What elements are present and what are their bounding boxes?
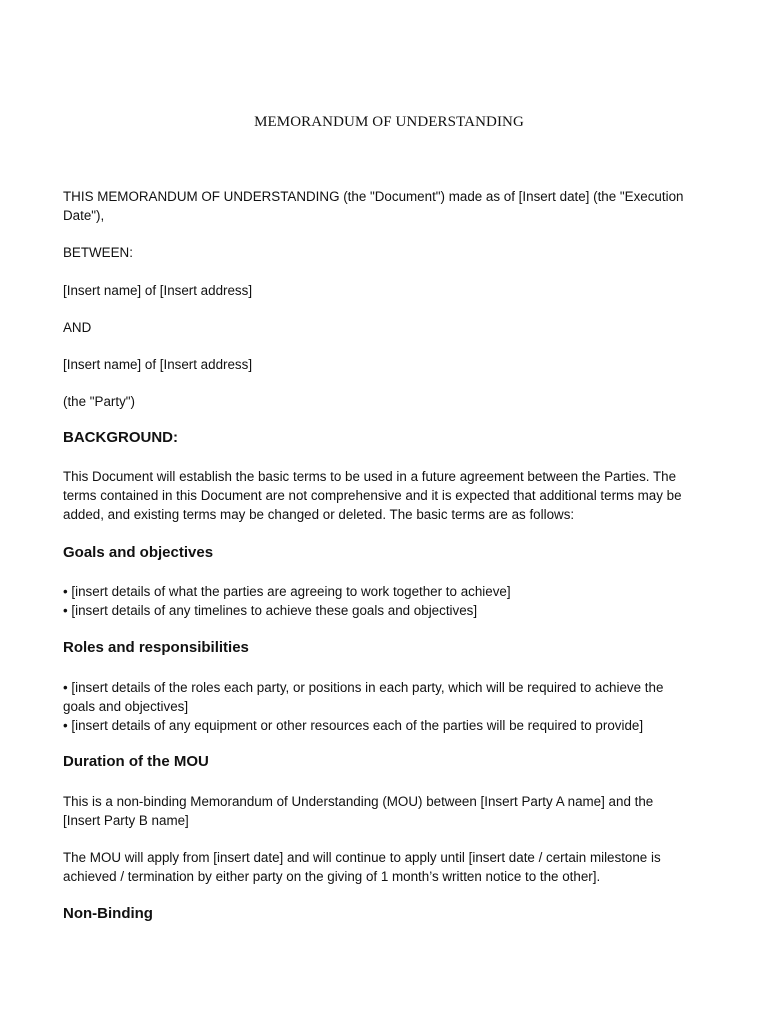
duration-p2-line-1: The MOU will apply from [insert date] and will continue to apply until [insert date / certain milestone is <box>63 850 661 865</box>
intro-line-2: Date"), <box>63 208 105 223</box>
goals-list <box>63 582 713 620</box>
roles-bullet-1-line-1: • [insert details of the roles each party, or positions in each party, which will be required to achieve the <box>63 680 664 695</box>
duration-p1-line-1: This is a non-binding Memorandum of Understanding (MOU) between [Insert Party A name] and the <box>63 794 654 809</box>
background-paragraph <box>63 467 713 524</box>
between-label: BETWEEN: <box>63 245 133 260</box>
party-definition: (the "Party") <box>63 394 136 409</box>
party-1-line: [Insert name] of [Insert address] <box>63 283 253 298</box>
duration-paragraph-2 <box>63 848 713 886</box>
goals-heading: Goals and objectives <box>63 544 214 561</box>
duration-p1-line-2: [Insert Party B name] <box>63 813 189 828</box>
duration-paragraph-1 <box>63 792 713 830</box>
roles-list <box>63 678 713 735</box>
intro-paragraph <box>63 187 713 225</box>
intro-line-1: THIS MEMORANDUM OF UNDERSTANDING (the "Document") made as of [Insert date] (the "Execution <box>63 189 684 204</box>
document-title: MEMORANDUM OF UNDERSTANDING <box>254 114 524 130</box>
and-label: AND <box>63 320 92 335</box>
background-line-3: added, and existing terms may be changed or deleted. The basic terms are as follows: <box>63 507 575 522</box>
roles-heading: Roles and responsibilities <box>63 639 249 656</box>
party-2-line: [Insert name] of [Insert address] <box>63 357 253 372</box>
roles-bullet-2: • [insert details of any equipment or other resources each of the parties will be required to provide] <box>63 718 644 733</box>
non-binding-heading: Non-Binding <box>63 905 153 922</box>
goals-bullet-1: • [insert details of what the parties are agreeing to work together to achieve] <box>63 584 511 599</box>
background-line-1: This Document will establish the basic terms to be used in a future agreement between the Parties. The <box>63 469 677 484</box>
duration-heading: Duration of the MOU <box>63 753 209 770</box>
background-line-2: terms contained in this Document are not comprehensive and it is expected that additional terms may be <box>63 488 682 503</box>
goals-bullet-2: • [insert details of any timelines to achieve these goals and objectives] <box>63 603 478 618</box>
roles-bullet-1-line-2: goals and objectives] <box>63 699 189 714</box>
duration-p2-line-2: achieved / termination by either party on the giving of 1 month’s written notice to the other]. <box>63 869 601 884</box>
background-heading: BACKGROUND: <box>63 429 178 446</box>
